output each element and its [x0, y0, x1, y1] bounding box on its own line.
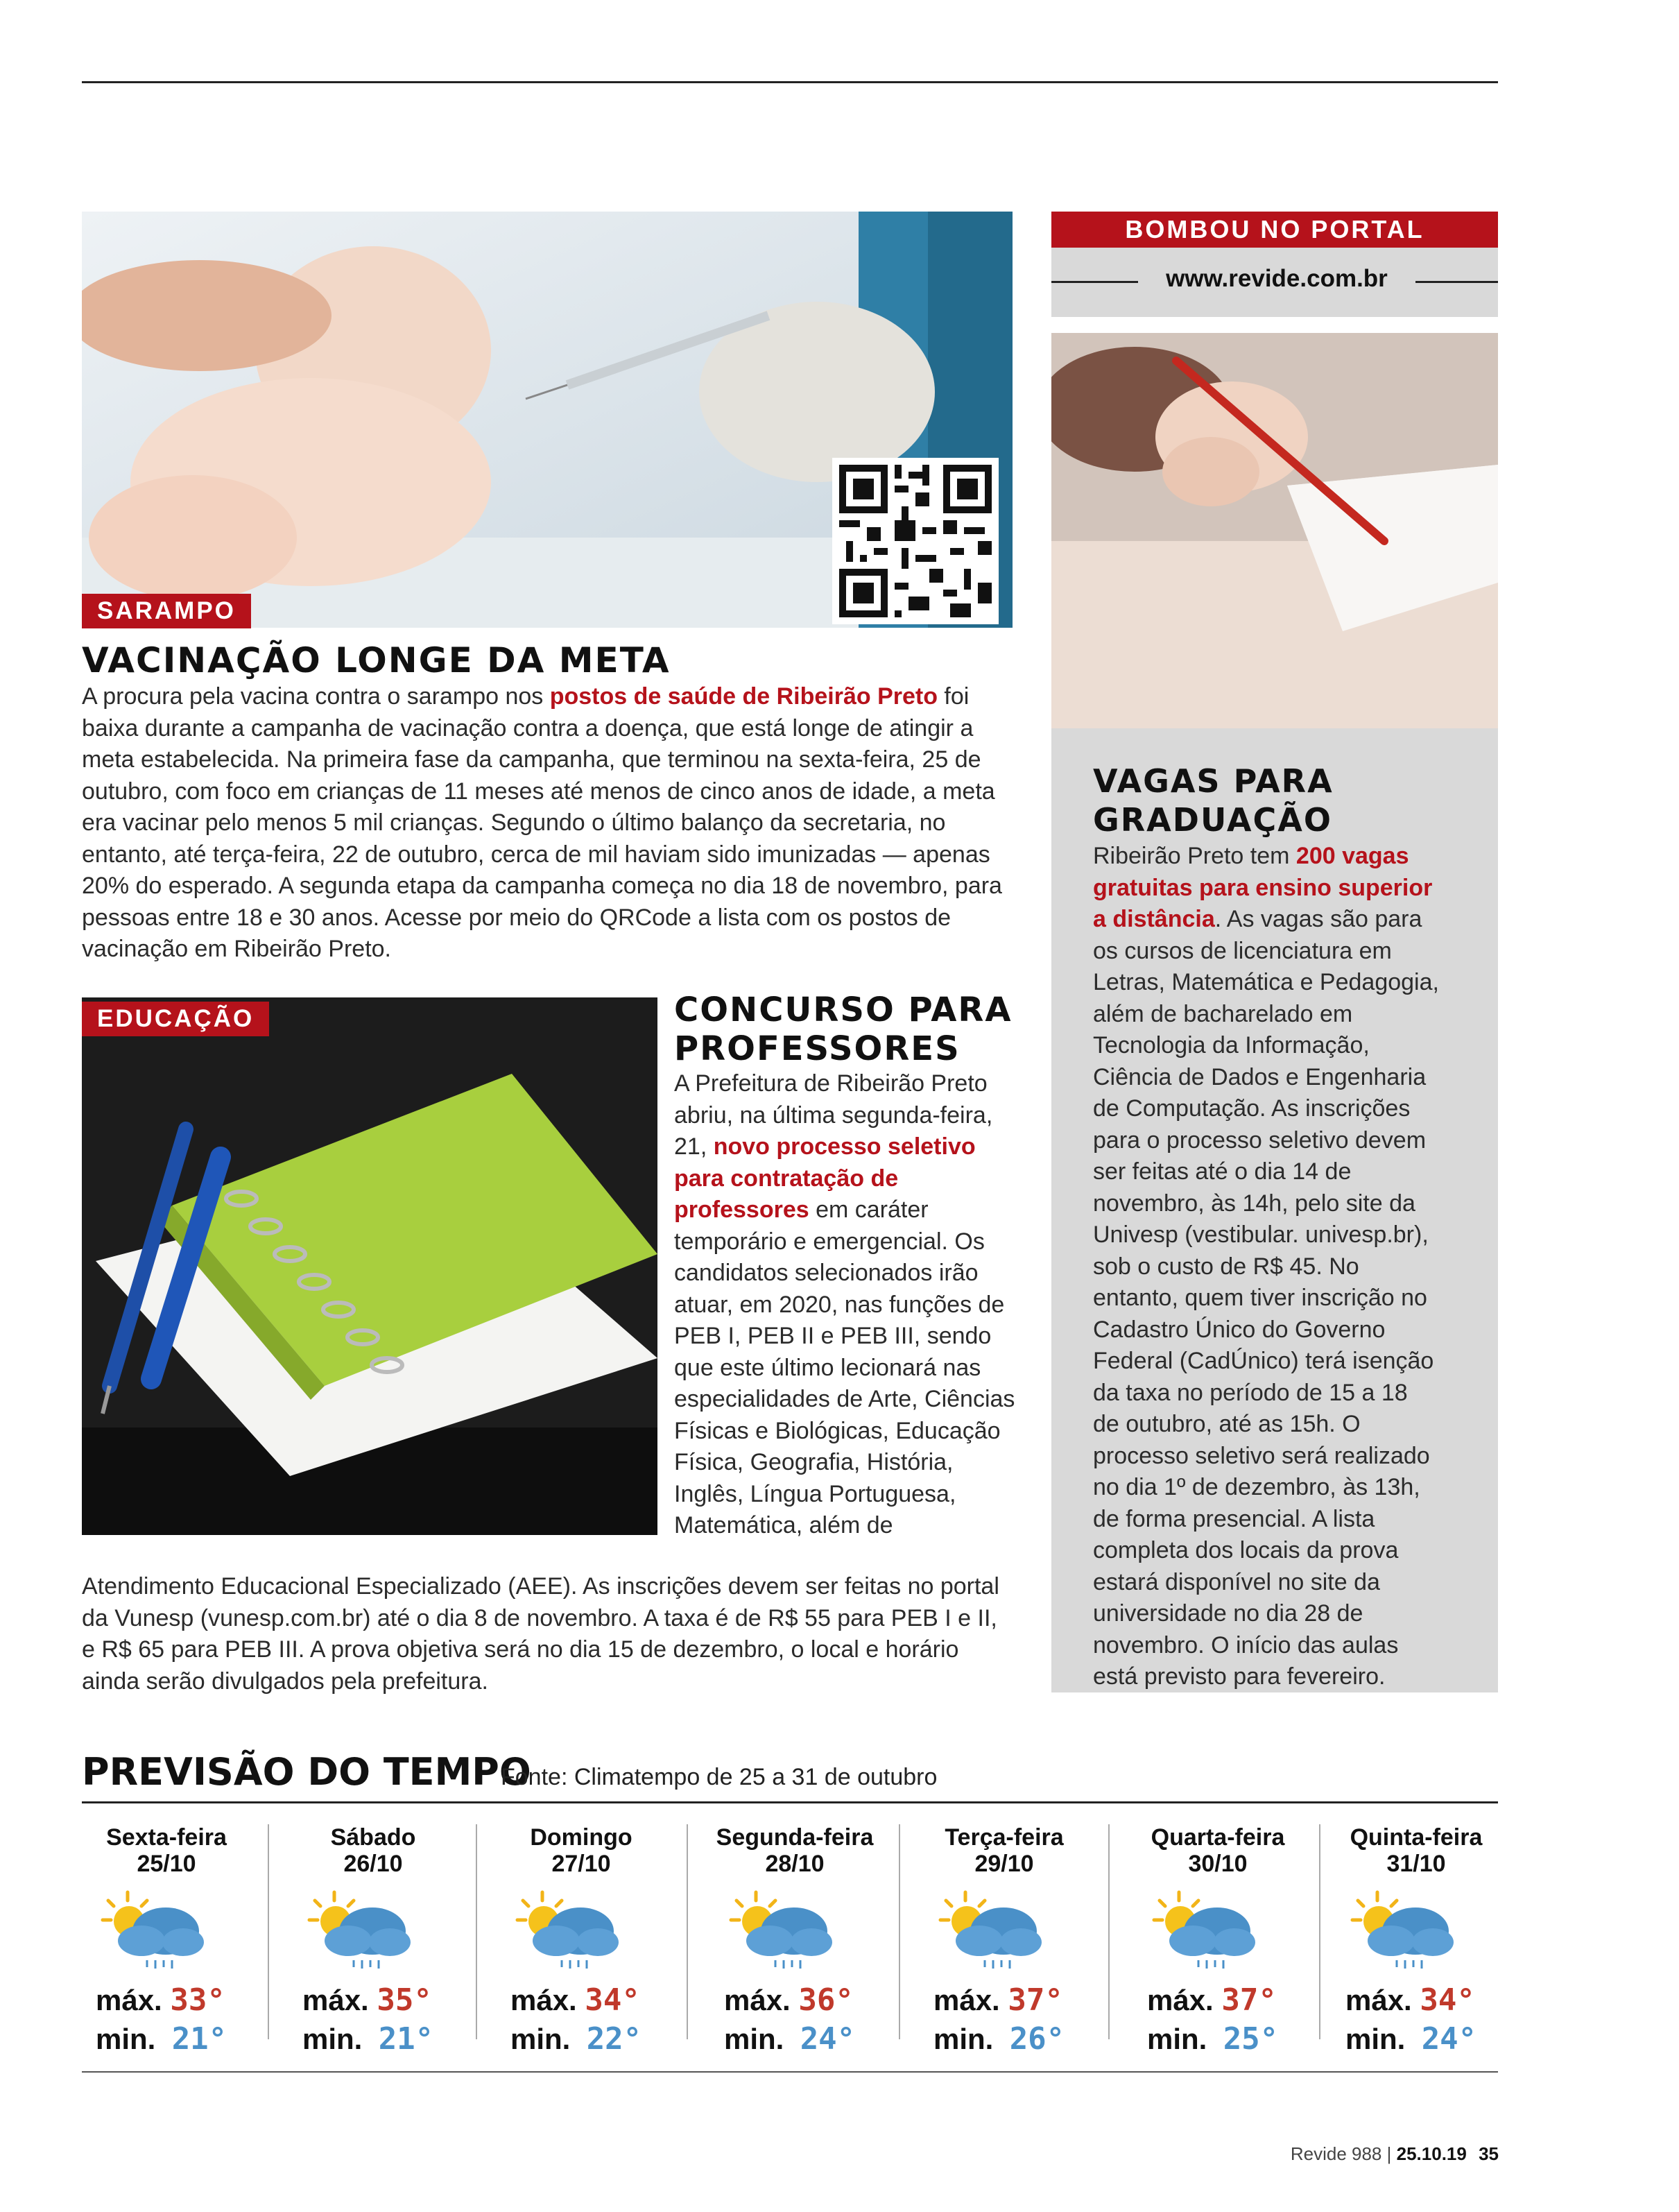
min-temp-row [1147, 2021, 1278, 2057]
day-divider [687, 1824, 688, 2039]
min-temp: 24° [800, 2021, 856, 2057]
min-label: min. [933, 2023, 994, 2055]
min-label: min. [96, 2023, 156, 2055]
weather-day [283, 1824, 463, 2057]
sidebar-banner-text: BOMBOU NO PORTAL [1125, 215, 1424, 243]
vagas-text-1: Ribeirão Preto tem [1093, 843, 1296, 869]
day-date: 30/10 [1188, 1851, 1248, 1877]
max-temp: 35° [377, 1982, 432, 2018]
concurso-highlight: novo processo seletivo para contratação de professores [674, 1133, 976, 1223]
max-temp-row [1147, 1982, 1277, 2018]
day-date: 29/10 [974, 1851, 1034, 1877]
weather-title: PREVISÃO DO TEMPO [82, 1750, 531, 1794]
concurso-text-2: em caráter temporário e emergencial. Os candidatos selecionados irão atuar, em 2020, nas funções de PEB I, PEB II e PEB III, sendo que este último lecionará nas especialidades de Arte, Ciências Físicas e Biológicas, Educação Física, Geografia, História, Inglês, Língua Portuguesa, Matemática, além de [674, 1197, 1015, 1538]
day-date: 27/10 [551, 1851, 611, 1877]
day-name: Domingo [530, 1824, 632, 1851]
max-temp-row [724, 1982, 854, 2018]
min-temp-row [724, 2021, 855, 2057]
footer-date: 25.10.19 [1396, 2143, 1467, 2164]
min-temp-row [1345, 2021, 1476, 2057]
min-label: min. [510, 2023, 571, 2055]
day-divider [476, 1824, 477, 2039]
concurso-body-tail: Atendimento Educacional Especializado (AEE). As inscrições devem ser feitas no portal da Vunesp (vunesp.com.br) até o dia 8 de novembro. A taxa é de R$ 55 para PEB I e II, e R$ 65 para PEB III. A prova objetiva será no dia 15 de dezembro, o local e horário ainda serão divulgados pela prefeitura. [82, 1573, 999, 1695]
sun-cloud-rain-icon [1350, 1888, 1461, 1971]
concurso-headline: CONCURSO PARA PROFESSORES [674, 991, 1013, 1068]
max-temp: 34° [585, 1982, 640, 2018]
portal-url-link[interactable]: www.revide.com.br [1166, 265, 1388, 292]
weather-top-rule [82, 1801, 1498, 1803]
max-temp: 37° [1008, 1982, 1063, 2018]
vaccination-headline: VACINAÇÃO LONGE DA META [82, 640, 671, 680]
vaccination-body [82, 681, 1015, 966]
max-label: máx. [724, 1984, 791, 2016]
min-temp-row [510, 2021, 642, 2057]
notebook-photo [82, 997, 657, 1535]
min-temp: 25° [1223, 2021, 1279, 2057]
min-temp-row [933, 2021, 1065, 2057]
min-label: min. [1147, 2023, 1207, 2055]
max-temp-row [302, 1982, 432, 2018]
sun-cloud-rain-icon [307, 1888, 417, 1971]
weather-day [76, 1824, 257, 2057]
day-name: Sábado [330, 1824, 416, 1851]
page-footer [1291, 2143, 1499, 2165]
sarampo-tag: SARAMPO [82, 594, 251, 628]
day-name: Sexta-feira [106, 1824, 227, 1851]
max-label: máx. [510, 1984, 577, 2016]
writing-photo [1051, 333, 1498, 728]
max-temp: 34° [1420, 1982, 1475, 2018]
max-label: máx. [302, 1984, 369, 2016]
min-temp: 22° [586, 2021, 642, 2057]
min-temp: 21° [378, 2021, 434, 2057]
url-rule-left [1051, 281, 1138, 283]
educacao-tag: EDUCAÇÃO [82, 1002, 269, 1036]
max-temp: 37° [1221, 1982, 1277, 2018]
vaccination-highlight: postos de saúde de Ribeirão Preto [549, 683, 938, 710]
day-divider [1319, 1824, 1320, 2039]
sun-cloud-rain-icon [100, 1888, 211, 1971]
min-temp-row [302, 2021, 433, 2057]
weather-day [1128, 1824, 1308, 2057]
max-temp: 36° [798, 1982, 854, 2018]
day-divider [1108, 1824, 1110, 2039]
weather-day [914, 1824, 1094, 2057]
max-temp-row [96, 1982, 225, 2018]
vaccination-text-2: foi baixa durante a campanha de vacinação contra a doença, que está longe de atingir a meta estabelecida. Na primeira fase da campanha, que terminou na sexta-feira, 25 de outubro, com foco em crianças de 11 meses até menos de cinco anos de idade, a meta era vacinar pelo menos 5 mil crianças. Segundo o último balanço da secretaria, no entanto, até terça-feira, 22 de outubro, cerca de mil haviam sido imunizadas — apenas 20% do esperado. A segunda etapa da campanha começa no dia 18 de novembro, para pessoas entre 18 e 30 anos. Acesse por meio do QRCode a lista com os postos de vacinação em Ribeirão Preto. [82, 683, 1002, 962]
footer-separator: | [1386, 2143, 1397, 2164]
vagas-body [1093, 841, 1440, 1693]
vagas-headline: VAGAS PARA GRADUAÇÃO [1093, 762, 1334, 839]
sun-cloud-rain-icon [515, 1888, 626, 1971]
weather-day [1326, 1824, 1506, 2057]
sun-cloud-rain-icon [1151, 1888, 1262, 1971]
concurso-text-1: A Prefeitura de Ribeirão Preto abriu, na última segunda-feira, 21, [674, 1070, 993, 1160]
max-label: máx. [1147, 1984, 1214, 2016]
vaccination-text-1: A procura pela vacina contra o sarampo nos [82, 683, 550, 710]
day-name: Quarta-feira [1151, 1824, 1285, 1851]
vagas-text-2: . As vagas são para os cursos de licenciatura em Letras, Matemática e Pedagogia, além de bacharelado em Tecnologia da Informação, Ciência de Dados e Engenharia de Computação. As inscrições para o processo seletivo devem ser feitas até o dia 14 de novembro, às 14h, pelo site da Univesp (vestibular. univesp.br), sob o custo de R$ 45. No entanto, quem tiver inscrição no Cadastro Único do Governo Federal (CadÚnico) terá isenção da taxa no período de 15 a 18 de outubro, até as 15h. O processo seletivo será realizado no dia 1º de dezembro, às 13h, de forma presencial. A lista completa dos locais da prova estará disponível no site da universidade no dia 28 de novembro. O início das aulas está previsto para fevereiro. [1093, 906, 1439, 1690]
day-name: Quinta-feira [1350, 1824, 1483, 1851]
weather-source: Fonte: Climatempo de 25 a 31 de outubro [501, 1764, 938, 1790]
weather-day [491, 1824, 671, 2057]
footer-page: 35 [1479, 2143, 1499, 2164]
sun-cloud-rain-icon [938, 1888, 1049, 1971]
min-label: min. [724, 2023, 784, 2055]
max-label: máx. [1345, 1984, 1412, 2016]
url-rule-right [1415, 281, 1498, 283]
day-date: 28/10 [765, 1851, 825, 1877]
sidebar-url-row [1051, 248, 1498, 317]
min-temp: 26° [1009, 2021, 1065, 2057]
top-rule [82, 81, 1498, 83]
day-divider [268, 1824, 269, 2039]
min-label: min. [1345, 2023, 1406, 2055]
max-temp-row [1345, 1982, 1475, 2018]
max-temp-row [510, 1982, 640, 2018]
day-date: 25/10 [137, 1851, 196, 1877]
weather-bottom-rule [82, 2071, 1498, 2073]
max-label: máx. [96, 1984, 162, 2016]
min-temp: 24° [1421, 2021, 1477, 2057]
min-temp: 21° [171, 2021, 227, 2057]
min-temp-row [96, 2021, 227, 2057]
day-divider [899, 1824, 900, 2039]
footer-magazine: Revide 988 [1290, 2143, 1382, 2164]
concurso-body [674, 1068, 1017, 1542]
day-date: 26/10 [343, 1851, 403, 1877]
day-name: Terça-feira [945, 1824, 1064, 1851]
max-label: máx. [933, 1984, 1000, 2016]
weather-day [705, 1824, 885, 2057]
day-date: 31/10 [1386, 1851, 1446, 1877]
sidebar-banner [1051, 212, 1498, 248]
vagas-highlight: 200 vagas gratuitas para ensino superior a distância [1093, 843, 1433, 932]
min-label: min. [302, 2023, 363, 2055]
sun-cloud-rain-icon [728, 1888, 839, 1971]
max-temp: 33° [170, 1982, 225, 2018]
day-name: Segunda-feira [716, 1824, 874, 1851]
qr-code[interactable] [832, 458, 999, 624]
max-temp-row [933, 1982, 1063, 2018]
